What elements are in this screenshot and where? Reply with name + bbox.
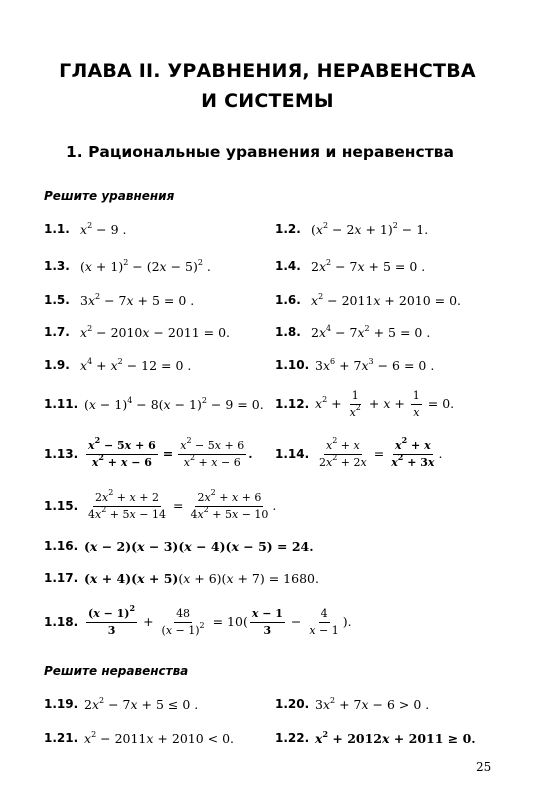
problem-1-14 <box>275 434 443 469</box>
problem-expression: $\frac{x^2 - 5x + 6}{x^2 + x - 6}$ = $\frac{x^2 - 5x + 6}{x^2 + x - 6}$ . <box>88 434 253 469</box>
problem-number: 1.9. <box>44 358 70 372</box>
chapter-title-line-1: ГЛАВА II. УРАВНЕНИЯ, НЕРАВЕНСТВА <box>59 60 476 82</box>
problem-expression: $x^4 + x^2 - 12 = 0$ . <box>80 356 192 373</box>
problem-number: 1.7. <box>44 325 70 339</box>
problem-expression: $x^2 + 2012x + 2011 \ge 0$. <box>315 728 476 746</box>
problem-expression: $3x^6 + 7x^3 - 6 = 0$ . <box>315 356 435 373</box>
problem-expression: $(x - 1)^4 - 8(x - 1)^2 - 9 = 0$. <box>84 395 264 412</box>
problem-number: 1.17. <box>44 571 79 585</box>
problem-expression: $2x^2 - 7x + 5 = 0$ . <box>311 257 426 274</box>
problem-1-16 <box>44 536 314 556</box>
problem-number: 1.14. <box>275 447 310 461</box>
page-number: 25 <box>476 760 492 774</box>
problem-1-1 <box>44 219 126 239</box>
problem-expression: $(x^2 - 2x + 1)^2 - 1$. <box>311 220 429 237</box>
problem-expression: $3x^2 - 7x + 5 = 0$ . <box>80 291 195 308</box>
problem-1-22 <box>275 728 476 748</box>
problem-expression: $(x + 1)^2 - (2x - 5)^2$ . <box>80 257 211 274</box>
problem-1-21 <box>44 728 234 748</box>
problem-1-7 <box>44 322 230 342</box>
problem-expression: $x^2 - 2011x + 2010 < 0$. <box>84 729 235 746</box>
problem-expression: $x^2$ + $\frac{1}{x^2}$ + x + $\frac{1}{x}$ = 0. <box>315 388 455 419</box>
problem-expression: $x^2 - 9$ . <box>80 220 127 237</box>
problem-number: 1.19. <box>44 697 79 711</box>
problem-number: 1.6. <box>275 293 301 307</box>
problem-number: 1.2. <box>275 222 301 236</box>
problem-1-2 <box>275 219 428 239</box>
problem-1-18 <box>44 602 352 637</box>
problem-number: 1.3. <box>44 259 70 273</box>
problem-number: 1.11. <box>44 397 79 411</box>
problem-1-20 <box>275 694 429 714</box>
problem-expression: $x^2 - 2010x - 2011 = 0$. <box>80 323 231 340</box>
problem-expression: $\frac{2x^2 + x + 2}{4x^2 + 5x - 14}$ = $\frac{2x^2 + x + 6}{4x^2 + 5x - 10}$ . <box>88 487 277 521</box>
problem-expression: (x − 2)(x − 3)(x − 4)(x − 5) = 24. <box>84 538 314 554</box>
problem-1-6 <box>275 290 461 310</box>
problem-number: 1.16. <box>44 539 79 553</box>
problem-number: 1.4. <box>275 259 301 273</box>
problem-number: 1.20. <box>275 697 310 711</box>
problem-1-19 <box>44 694 198 714</box>
problem-expression: $x^2 - 2011x + 2010 = 0$. <box>311 291 462 308</box>
problem-number: 1.22. <box>275 731 310 745</box>
problem-1-5 <box>44 290 194 310</box>
problem-1-10 <box>275 355 434 375</box>
problem-number: 1.15. <box>44 499 79 513</box>
problem-number: 1.5. <box>44 293 70 307</box>
problem-number: 1.1. <box>44 222 70 236</box>
chapter-title-line-2: И СИСТЕМЫ <box>201 90 334 112</box>
section-title: 1. Рациональные уравнения и неравенства <box>66 143 454 161</box>
problem-1-11 <box>44 394 264 414</box>
chapter-title <box>0 56 535 116</box>
inequalities-heading: Решите неравенства <box>44 664 189 678</box>
problem-number: 1.21. <box>44 731 79 745</box>
problem-1-13 <box>44 434 253 469</box>
problem-1-17 <box>44 568 319 588</box>
problem-1-3 <box>44 256 211 276</box>
problem-expression: $3x^2 + 7x - 6 > 0$ . <box>315 695 430 712</box>
problem-1-15 <box>44 487 277 521</box>
problem-number: 1.13. <box>44 447 79 461</box>
problem-1-12 <box>275 388 455 419</box>
problem-expression: (x + 4)(x + 5)(x + 6)(x + 7) = 1680. <box>84 570 319 586</box>
problem-expression: $\frac{x^2 + x}{2x^2 + 2x}$ = $\frac{x^2 + x}{x^2 + 3x}$ . <box>319 434 443 469</box>
problem-number: 1.10. <box>275 358 310 372</box>
problem-1-9 <box>44 355 191 375</box>
problem-number: 1.18. <box>44 615 79 629</box>
problem-expression: $2x^4 - 7x^2 + 5 = 0$ . <box>311 323 431 340</box>
equations-heading: Решите уравнения <box>44 189 175 203</box>
problem-number: 1.8. <box>275 325 301 339</box>
problem-1-4 <box>275 256 425 276</box>
problem-1-8 <box>275 322 430 342</box>
problem-expression: $2x^2 - 7x + 5 \le 0$ . <box>84 695 199 712</box>
problem-expression: $\frac{(x - 1)^2}{3}$ + $\frac{48}{(x - 1)^2}$ = 10( $\frac{x - 1}{3}$ − $\frac{4}{x - 1}$ ). <box>88 602 352 637</box>
problem-number: 1.12. <box>275 397 310 411</box>
